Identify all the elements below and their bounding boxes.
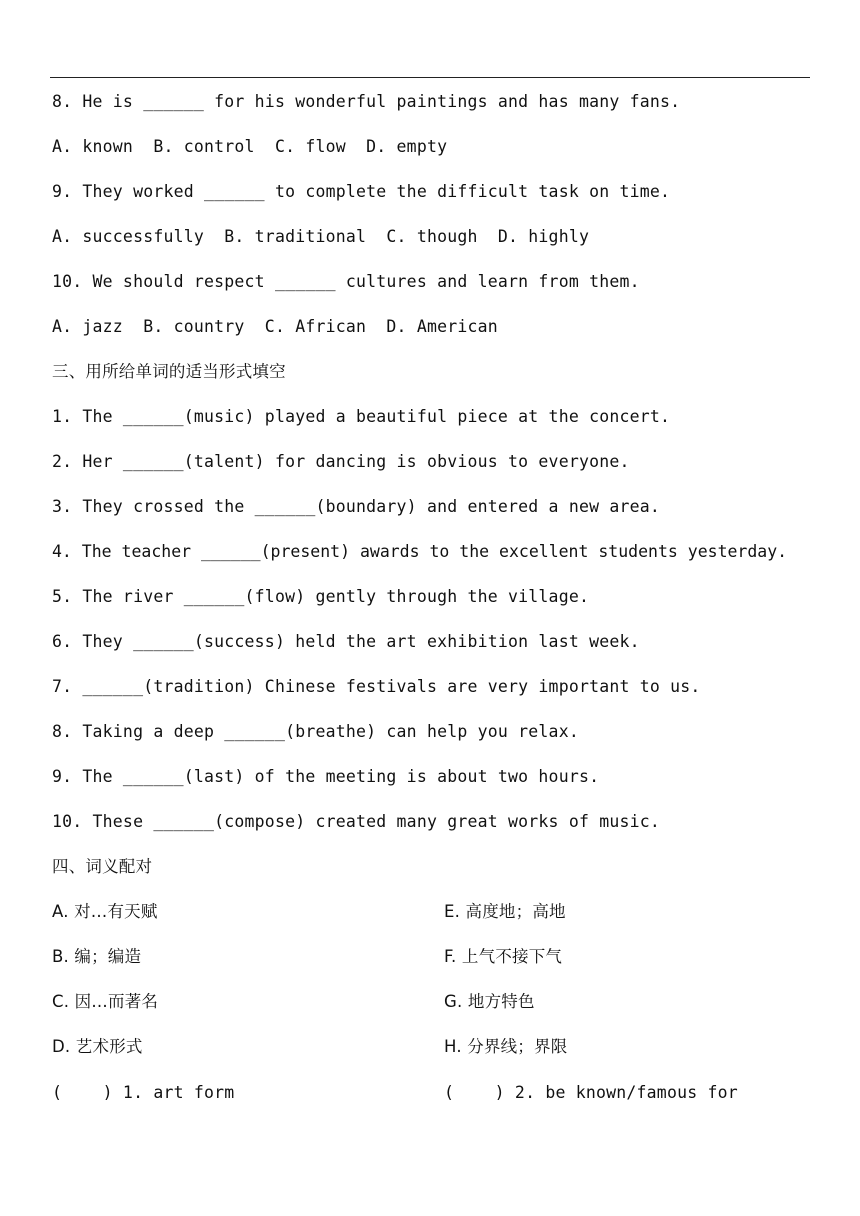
match-item-2: ( ) 2. be known/famous for: [444, 1083, 738, 1102]
match-option-a: A. 对…有天赋: [52, 902, 158, 921]
section4-heading: 四、词义配对: [52, 857, 153, 876]
fill-item-8: 8. Taking a deep ______(breathe) can help you relax.: [52, 722, 579, 741]
question-9: 9. They worked ______ to complete the difficult task on time.: [52, 182, 671, 201]
question-8: 8. He is ______ for his wonderful paintings and has many fans.: [52, 92, 681, 111]
match-option-f: F. 上气不接下气: [444, 947, 563, 966]
match-item-1: ( ) 1. art form: [52, 1083, 235, 1102]
fill-item-3: 3. They crossed the ______(boundary) and entered a new area.: [52, 497, 661, 516]
question-9-options: A. successfully B. traditional C. though D. highly: [52, 227, 590, 246]
fill-item-4: 4. The teacher ______(present) awards to the excellent students yesterday.: [52, 542, 788, 561]
match-option-g: G. 地方特色: [444, 992, 535, 1011]
fill-item-1: 1. The ______(music) played a beautiful piece at the concert.: [52, 407, 671, 426]
fill-item-10: 10. These ______(compose) created many great works of music.: [52, 812, 661, 831]
fill-item-2: 2. Her ______(talent) for dancing is obvious to everyone.: [52, 452, 630, 471]
match-option-c: C. 因…而著名: [52, 992, 159, 1011]
fill-item-5: 5. The river ______(flow) gently through the village.: [52, 587, 590, 606]
fill-item-7: 7. ______(tradition) Chinese festivals are very important to us.: [52, 677, 701, 696]
match-option-e: E. 高度地；高地: [444, 902, 566, 921]
header-rule: [50, 77, 810, 78]
question-8-options: A. known B. control C. flow D. empty: [52, 137, 448, 156]
section3-heading: 三、用所给单词的适当形式填空: [52, 362, 286, 381]
fill-item-9: 9. The ______(last) of the meeting is about two hours.: [52, 767, 600, 786]
match-option-h: H. 分界线；界限: [444, 1037, 568, 1056]
question-10: 10. We should respect ______ cultures and learn from them.: [52, 272, 640, 291]
match-option-b: B. 编；编造: [52, 947, 142, 966]
question-10-options: A. jazz B. country C. African D. American: [52, 317, 498, 336]
match-option-d: D. 艺术形式: [52, 1037, 143, 1056]
fill-item-6: 6. They ______(success) held the art exhibition last week.: [52, 632, 640, 651]
